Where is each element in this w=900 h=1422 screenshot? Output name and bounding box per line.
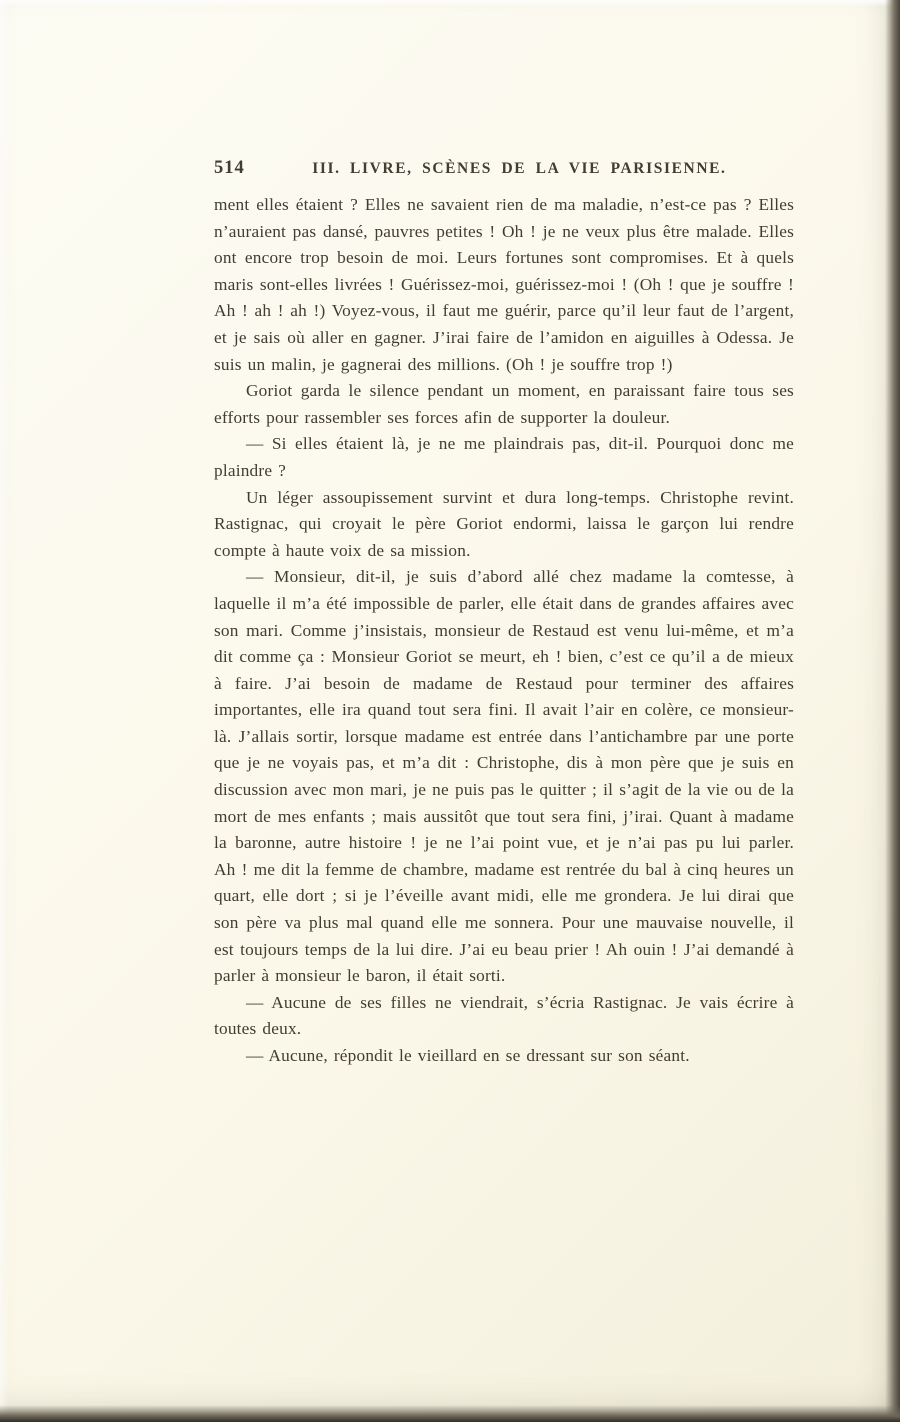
paragraph: — Si elles étaient là, je ne me plaindrais pas, dit-il. Pourquoi donc me plaindre ? xyxy=(214,434,794,480)
paragraph: Goriot garda le silence pendant un moment, en paraissant faire tous ses efforts pour rassembler ses forces afin de supporter la douleur. xyxy=(214,381,794,427)
scan-edge-left xyxy=(0,0,9,1422)
page-header xyxy=(214,158,794,179)
text-block xyxy=(214,192,794,1070)
paragraph: ment elles étaient ? Elles ne savaient rien de ma maladie, n’est-ce pas ? Elles n’auraient pas dansé, pauvres petites ! Oh ! je ne veux plus être malade. Elles ont encore trop besoin de moi. Leurs fortunes sont compromises. Et à quels maris sont-elles livrées ! Guérissez-moi, guérissez-moi ! (Oh ! que je souffre ! Ah ! ah ! ah !) Voyez-vous, il faut me guérir, parce qu’il leur faut de l’argent, et je sais où aller en gagner. J’irai faire de l’amidon en aiguilles à Odessa. Je suis un malin, je gagnerai des millions. (Oh ! je souffre trop !) xyxy=(214,195,794,374)
paragraph: Un léger assoupissement survint et dura long-temps. Christophe revint. Rastignac, qui croyait le père Goriot endormi, laissa le garçon lui rendre compte à haute voix de sa mission. xyxy=(214,487,794,560)
scan-edge-right xyxy=(885,0,900,1422)
paragraph: — Monsieur, dit-il, je suis d’abord allé chez madame la comtesse, à laquelle il m’a été impossible de parler, elle était dans de grandes affaires avec son mari. Comme j’insistais, monsieur de Restaud est venu lui-même, et m’a dit comme ça : Monsieur Goriot se meurt, eh ! bien, c’est ce qu’il a de mieux à faire. J’ai besoin de madame de Restaud pour terminer des affaires importantes, elle ira quand tout sera fini. Il avait l’air en colère, ce monsieur-là. J’allais sortir, lorsque madame est entrée dans l’antichambre par une porte que je ne voyais pas, et m’a dit : Christophe, dis à mon père que je suis en discussion avec mon mari, je ne puis pas le quitter ; il s’agit de la vie ou de la mort de mes enfants ; mais aussitôt que tout sera fini, j’irai. Quant à madame la baronne, autre histoire ! je ne l’ai point vue, et je n’ai pas pu lui parler. Ah ! me dit la femme de chambre, madame est rentrée du bal à cinq heures un quart, elle dort ; si je l’éveille avant midi, elle me grondera. Je lui dirai que son père va plus mal quand elle me sonnera. Pour une mauvaise nouvelle, il est toujours temps de la lui dire. J’ai eu beau prier ! Ah ouin ! J’ai demandé à parler à monsieur le baron, il était sorti. xyxy=(214,567,794,986)
paragraph: — Aucune, répondit le vieillard en se dressant sur son séant. xyxy=(246,1046,690,1065)
scan-edge-bottom xyxy=(0,1405,900,1422)
scan-edge-top xyxy=(0,0,900,7)
running-title: III. LIVRE, SCÈNES DE LA VIE PARISIENNE. xyxy=(312,160,727,177)
page-number: 514 xyxy=(214,158,245,178)
paragraph: — Aucune de ses filles ne viendrait, s’écria Rastignac. Je vais écrire à toutes deux. xyxy=(214,992,794,1039)
